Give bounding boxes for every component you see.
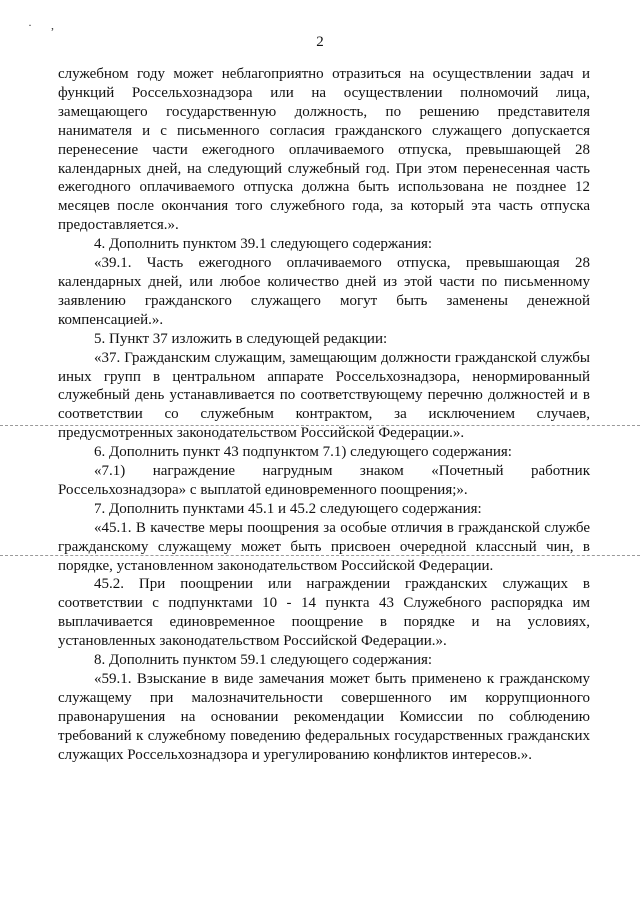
paragraph-clause-39-1: «39.1. Часть ежегодного оплачиваемого отпуска, превышающая 28 календарных дней, или любое количество дней из этой части по письменному заявлению гражданского служащего могут быть заменены денежной компенсацией.».	[58, 255, 590, 328]
document-body	[58, 65, 590, 765]
paragraph-clause-37: «37. Гражданским служащим, замещающим должности гражданской службы иных групп в центральном аппарате Россельхознадзора, ненормированный служебный день устанавливается по соответствующему перечню должностей и в соответствии со служебным контрактом, за исключением случаев, предусмотренных законодательством Российской Федерации.».	[58, 349, 590, 442]
scan-divider-line	[0, 555, 640, 556]
paragraph-clause-7-1: «7.1) награждение нагрудным знаком «Почетный работник Россельхознадзора» с выплатой единовременного поощрения;».	[58, 463, 590, 498]
paragraph-item-4: 4. Дополнить пунктом 39.1 следующего содержания:	[94, 236, 433, 253]
paragraph-item-8: 8. Дополнить пунктом 59.1 следующего содержания:	[94, 652, 433, 669]
paragraph-clause-45-1: «45.1. В качестве меры поощрения за особые отличия в гражданской службе гражданскому служащему может быть присвоен очередной классный чин, в порядке, установленном законодательством Российской Федерации.	[58, 519, 590, 574]
paragraph-item-5: 5. Пункт 37 изложить в следующей редакции:	[94, 330, 388, 347]
paragraph-item-7: 7. Дополнить пунктами 45.1 и 45.2 следующего содержания:	[94, 500, 482, 517]
scan-divider-line	[0, 425, 640, 426]
paragraph-clause-45-2: 45.2. При поощрении или награждении гражданских служащих в соответствии с подпунктами 10 - 14 пункта 43 Служебного распорядка им выплачивается единовременное поощрение в порядке и на условиях, установленных законодательством Российской Федерации.».	[58, 576, 590, 650]
paragraph-continuation: служебном году может неблагоприятно отразиться на осуществлении задач и функций Россельхознадзора или на осуществлении полномочий лица, замещающего государственную должность, по решению представителя нанимателя и с письменного согласия гражданского служащего допускается перенесение части ежегодного оплачиваемого отпуска, превышающей 28 календарных дней, на следующий служебный год. При этом перенесенная часть ежегодного оплачиваемого отпуска должна быть использована не позднее 12 месяцев после окончания того служебного года, за который эта часть отпуска предоставляется.».	[58, 66, 590, 234]
page-number: 2	[316, 34, 324, 50]
paragraph-item-6: 6. Дополнить пункт 43 подпунктом 7.1) следующего содержания:	[94, 444, 512, 461]
scan-corner-marks: · ,	[28, 18, 62, 32]
paragraph-clause-59-1: «59.1. Взыскание в виде замечания может быть применено к гражданскому служащему при малозначительности совершенного им коррупционного правонарушения на основании рекомендации Комиссии по соблюдению требований к служебному поведению федеральных государственных гражданских служащих Россельхознадзора и урегулированию конфликтов интересов.».	[58, 671, 590, 763]
